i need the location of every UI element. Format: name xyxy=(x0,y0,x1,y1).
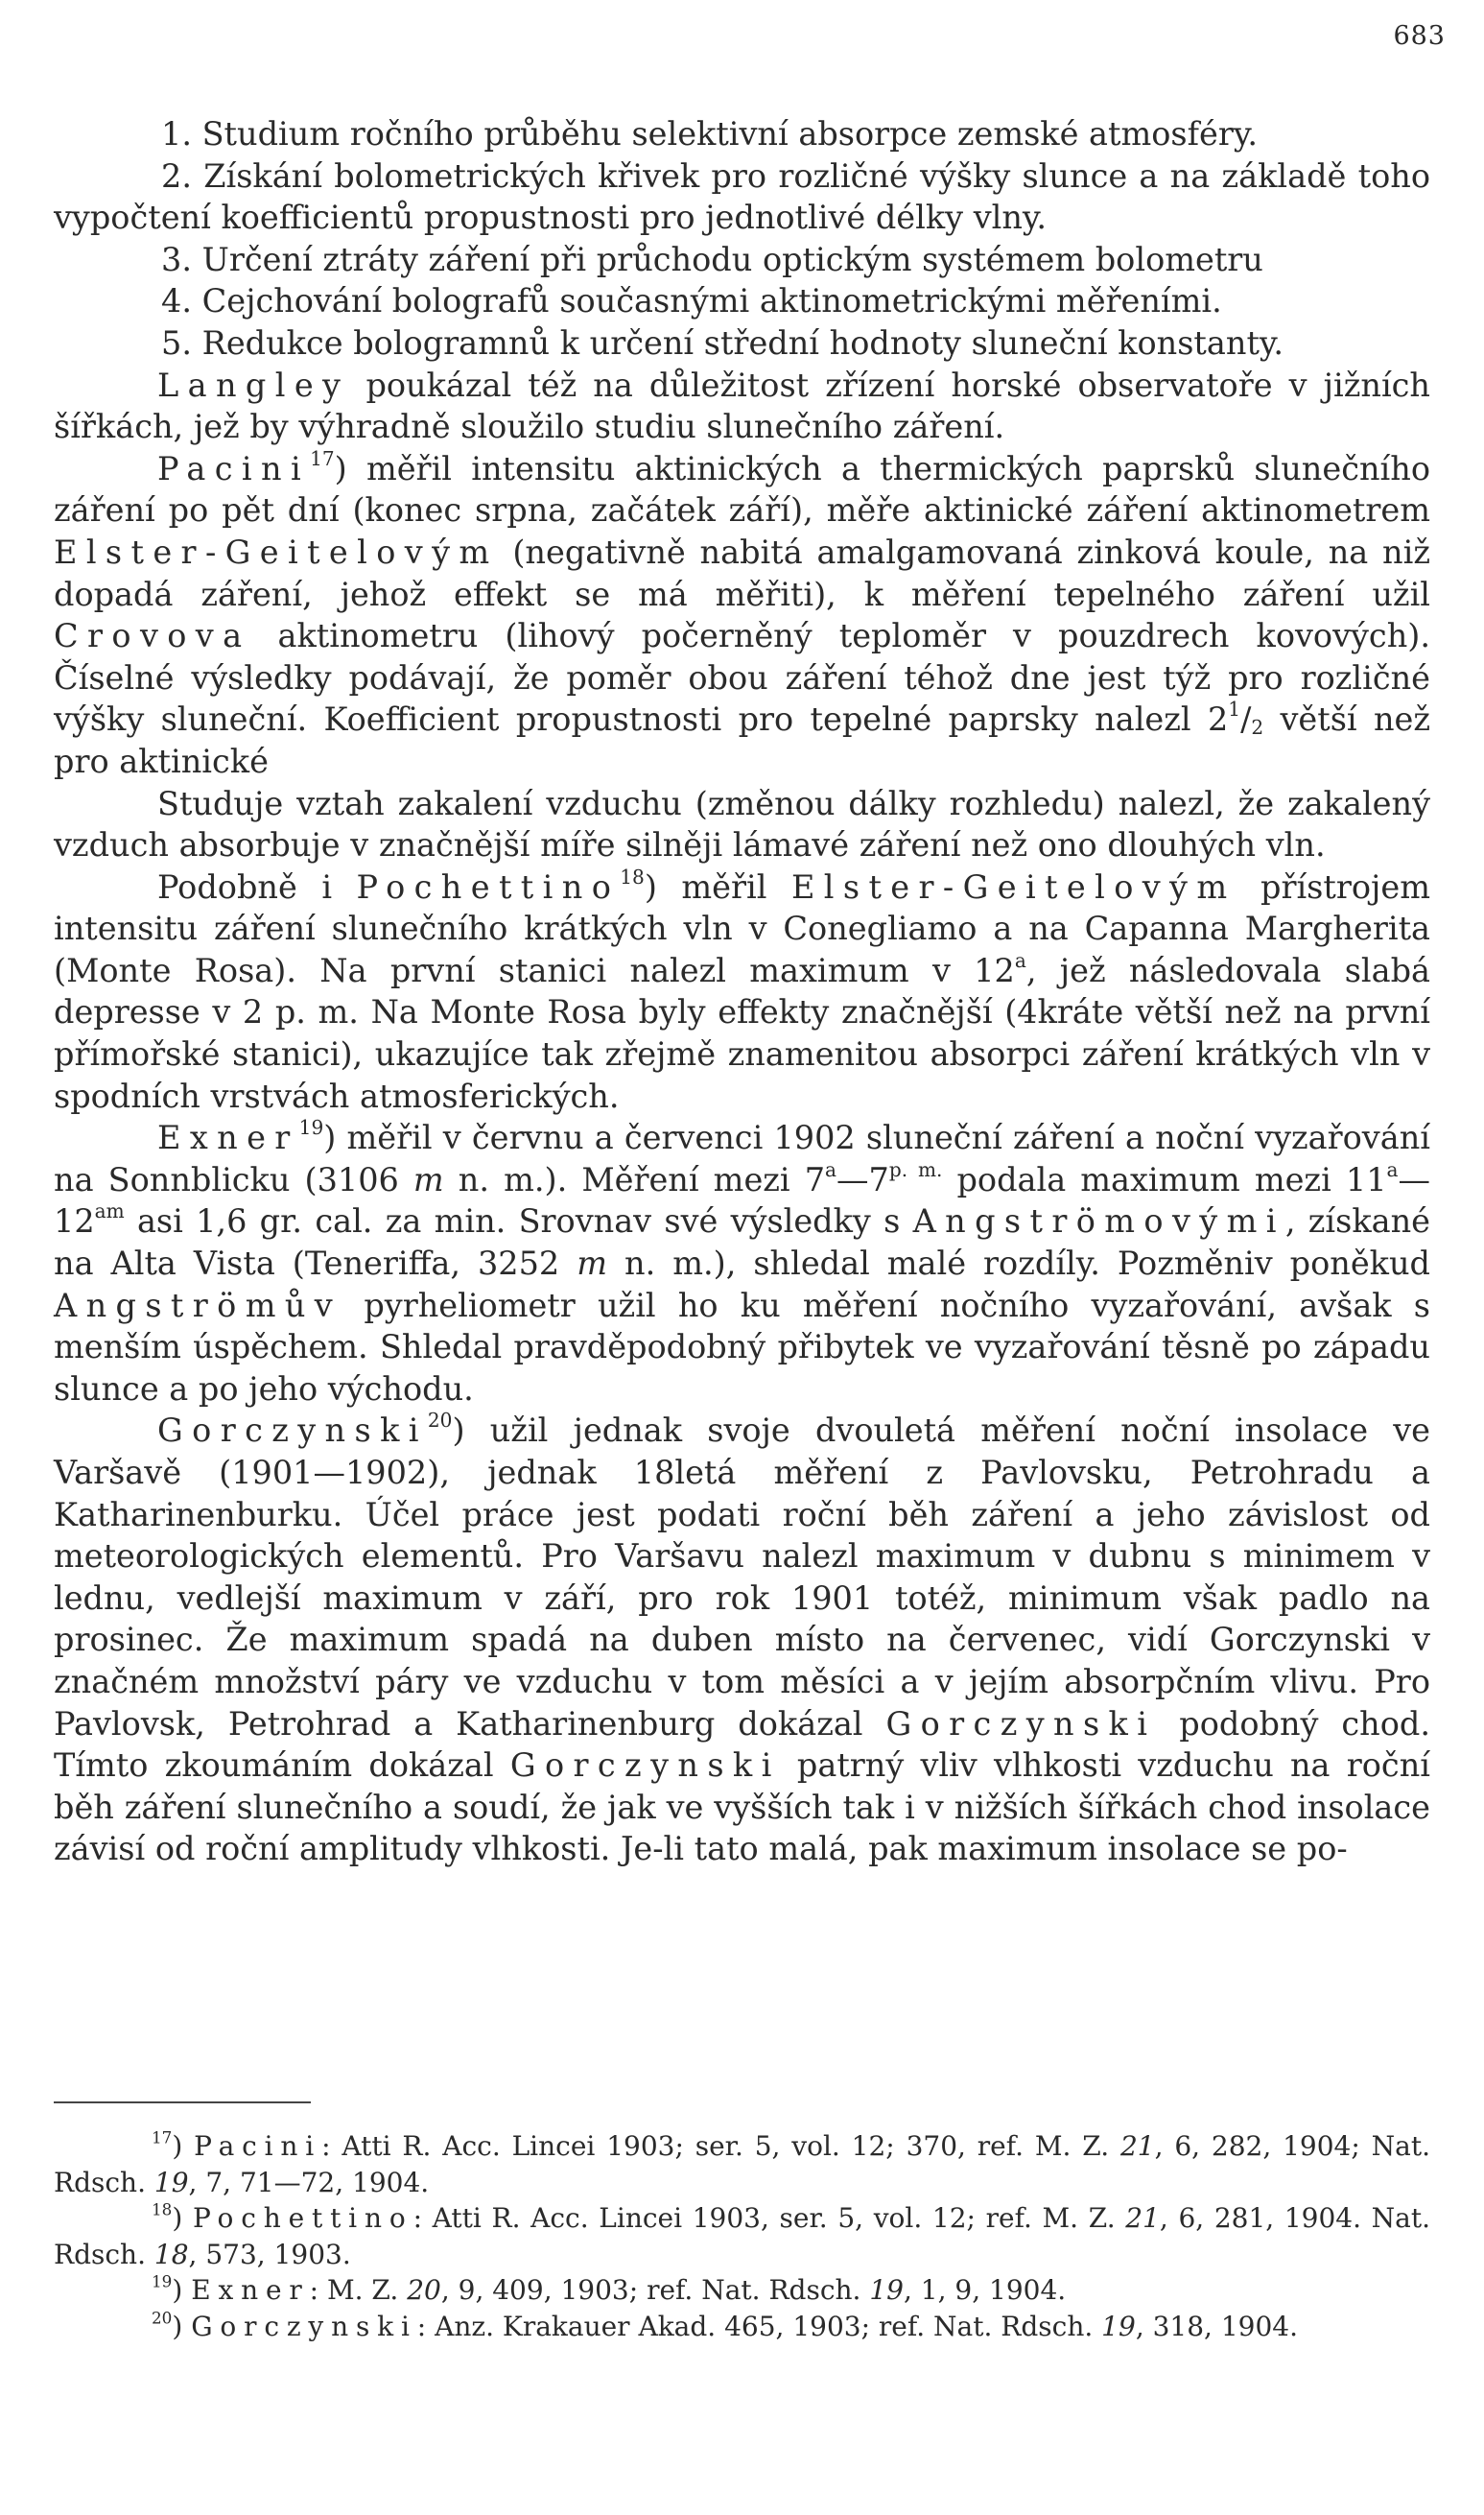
paragraph-text: —12 xyxy=(54,1160,1430,1241)
list-item: 5. Redukce bologramnů k určení střední hodnoty sluneční konstanty. xyxy=(161,323,1284,362)
volume-number: 18 xyxy=(153,2238,189,2270)
paragraph-pacini xyxy=(54,448,1430,783)
author-name: Pacini xyxy=(194,2130,322,2162)
list-item: 1. Studium ročního průběhu selektivní absorpce zemské atmosféry. xyxy=(161,115,1258,153)
volume-number: 19 xyxy=(1101,2310,1136,2342)
author-name: Exner xyxy=(157,1119,299,1157)
footnote-text: : Atti R. Acc. Lincei 1903; ser. 5, vol. 12; 370, ref. M. Z. xyxy=(321,2130,1120,2162)
footnote-text: , 6, 282, 1904; Nat. Rdsch. xyxy=(54,2130,1430,2198)
footnote-text: , 1, 9, 1904. xyxy=(903,2274,1067,2306)
paragraph-text: n. m.). Měření mezi 7 xyxy=(443,1160,826,1198)
unit-m: m xyxy=(577,1245,608,1283)
paragraph-text: podobný chod. Tímto zkoumáním dokázal xyxy=(54,1704,1430,1785)
footnote-number: 19 xyxy=(152,2271,173,2291)
footnote-text: , 7, 71—72, 1904. xyxy=(188,2166,430,2198)
author-name: Pacini xyxy=(157,449,311,487)
list-item: 4. Cejchování bolografů současnými aktinometrickými měřeními. xyxy=(161,282,1222,320)
superscript: am xyxy=(94,1199,125,1223)
paragraph-text: ) měřil xyxy=(644,867,791,906)
paragraph-gorczynski xyxy=(54,1410,1430,1870)
body-text xyxy=(54,113,1430,1870)
footnote-text: , 9, 409, 1903; ref. Nat. Rdsch. xyxy=(440,2274,870,2306)
paragraph-text: (negativně nabitá amalgamovaná zinková koule, na niž dopadá záření, jehož effekt se má měřiti), k měření tepelného záření užil xyxy=(54,533,1430,613)
author-name: Exner xyxy=(191,2274,310,2306)
paragraph-zakaleni: Studuje vztah zakalení vzduchu (změnou dálky rozhledu) nalezl, že zakalený vzduch absorbuje v značnější míře silněji lámavé záření než ono dlouhých vln. xyxy=(54,784,1430,865)
page-number: 683 xyxy=(1393,21,1446,51)
paragraph-text: aktinometru (lihový počerněný teploměr v pouzdrech kovových). Číselné výsledky podávají, že poměr obou záření téhož dne jest týž pro rozličné výšky sluneční. Koefficient propustnosti pro tepelné paprsky nalezl 2 xyxy=(54,617,1430,739)
paragraph-text: podala maximum mezi 11 xyxy=(942,1160,1387,1198)
footnote-text: , 6, 281, 1904. Nat. Rdsch. xyxy=(54,2202,1430,2270)
author-name: Gorczynski xyxy=(191,2310,417,2342)
author-name: Pochettino xyxy=(192,2202,413,2234)
paragraph-text: větší než pro aktinické xyxy=(54,700,1430,780)
author-name: Angströmovými xyxy=(912,1202,1285,1241)
volume-number: 20 xyxy=(407,2274,441,2306)
footnote-ref: 20 xyxy=(427,1409,453,1433)
footnote-text: , 318, 1904. xyxy=(1135,2310,1299,2342)
instrument-name: Elster-Geitelovým xyxy=(790,867,1237,906)
footnote-text: : Anz. Krakauer Akad. 465, 1903; ref. Nat. Rdsch. xyxy=(416,2310,1102,2342)
volume-number: 19 xyxy=(869,2274,904,2306)
fraction-denominator: 2 xyxy=(1251,716,1264,740)
paragraph-langley xyxy=(54,365,1430,448)
author-name: Gorczynski xyxy=(157,1412,428,1450)
paragraph-text: ) měřil intensitu aktinických a thermických paprsků slunečního záření po pět dní (konec srpna, začátek září), měře aktinické záření aktinometrem xyxy=(54,449,1430,530)
footnote-19: $^{19}$) Exner: M. Z. 20, 9, 409, 1903; ref. Nat. Rdsch. 19, 1, 9, 1904. xyxy=(152,2271,1067,2306)
paragraph-exner xyxy=(54,1117,1430,1410)
author-name: Angströmův xyxy=(54,1286,342,1324)
paragraph-text: přístrojem intensitu záření slunečního krátkých vln v Conegliamo a na Capanna Margherita (Monte Rosa). Na první stanici nalezl maximum v 12 xyxy=(54,867,1430,989)
paragraph-text: patrný vliv vlhkosti vzduchu na roční běh záření slunečního a soudí, že jak ve vyšších tak i v nižších šířkách chod insolace závisí od roční amplitudy vlhkosti. Je-li tato malá, pak maximum insolace se po- xyxy=(54,1746,1430,1868)
paragraph-text: , získané na Alta Vista (Teneriffa, 3252 xyxy=(54,1202,1430,1283)
instrument-name: Elster-Geitelovým xyxy=(54,533,499,571)
footnote-17: $^{17}$) Pacini: Atti R. Acc. Lincei 1903; ser. 5, vol. 12; 370, ref. M. Z. 21, 6, 282, 1904; Nat. Rdsch. 19, 7, 71—72, 1904. xyxy=(54,2127,1430,2198)
paragraph-text: ) užil jednak svoje dvouletá měření noční insolace ve Varšavě (1901—1902), jednak 18letá měření z Pavlovsku, Petrohradu a Katharinenburku. Účel práce jest podati roční běh záření a jeho závislost od meteorologických elementů. Pro Varšavu nalezl maximum v dubnu s minimem v lednu, vedlejší maximum v září, pro rok 1901 totéž, minimum však padlo na prosinec. Že maximum spadá na duben místo na červenec, vidí Gorczynski v značném množství páry ve vzduchu v tom měsíci a v jejím absorpčním vlivu. Pro Pavlovsk, Petrohrad a Katharinenburg dokázal xyxy=(54,1412,1430,1743)
footnote-ref: 19 xyxy=(298,1116,324,1140)
footnote-number: 17 xyxy=(152,2127,173,2147)
footnote-text: : M. Z. xyxy=(309,2274,408,2306)
footnote-number: 18 xyxy=(152,2199,173,2219)
fraction-numerator: 1 xyxy=(1228,698,1241,722)
footnote-20: $^{20}$) Gorczynski: Anz. Krakauer Akad. 465, 1903; ref. Nat. Rdsch. 19, 318, 1904. xyxy=(152,2307,1299,2342)
paragraph-text: n. m.), shledal malé rozdíly. Pozměniv poněkud xyxy=(607,1245,1430,1283)
paragraph-text: Podobně i xyxy=(157,867,357,906)
footnote-text: : Atti R. Acc. Lincei 1903, ser. 5, vol. 12; ref. M. Z. xyxy=(412,2202,1126,2234)
footnote-ref: 17 xyxy=(310,446,335,470)
superscript: a xyxy=(1014,948,1026,972)
author-name: Langley xyxy=(157,366,350,404)
list-item: 3. Určení ztráty záření při průchodu optickým systémem bolometru xyxy=(161,240,1263,278)
footnote-ref: 18 xyxy=(620,865,645,889)
list-item: 2. Získání bolometrických křivek pro rozličné výšky slunce a na základě toho vypočtení koefficientů propustnosti pro jednotlivé délky vlny. xyxy=(54,156,1430,237)
superscript: a xyxy=(1386,1157,1399,1181)
paragraph-text: asi 1,6 gr. cal. za min. Srovnav své výsledky s xyxy=(124,1202,913,1241)
instrument-name: Crovova xyxy=(54,617,251,655)
volume-number: 21 xyxy=(1119,2130,1155,2162)
fraction-slash: / xyxy=(1240,700,1252,739)
paragraph-text: ) měřil v červnu a červenci 1902 sluneční záření a noční vyzařování na Sonnblicku (3106 xyxy=(54,1119,1430,1198)
author-name: Gorczynski xyxy=(885,1704,1157,1743)
volume-number: 21 xyxy=(1125,2202,1160,2234)
footnote-18: $^{18}$) Pochettino: Atti R. Acc. Lincei 1903, ser. 5, vol. 12; ref. M. Z. 21, 6, 281, 1904. Nat. Rdsch. 18, 573, 1903. xyxy=(54,2199,1430,2270)
paragraph-text: pyrheliometr užil ho ku měření nočního vyzařování, avšak s menším úspěchem. Shledal pravděpodobný přibytek ve vyzařování těsně po západu slunce a po jeho východu. xyxy=(54,1286,1430,1408)
superscript: p. m. xyxy=(888,1157,943,1181)
paragraph-pochettino xyxy=(54,866,1430,1118)
paragraph-text: —7 xyxy=(836,1160,889,1198)
footnote-text: , 573, 1903. xyxy=(188,2238,351,2270)
volume-number: 19 xyxy=(153,2166,189,2198)
footnote-number: 20 xyxy=(152,2307,173,2327)
author-name: Gorczynski xyxy=(509,1746,781,1785)
author-name: Pochettino xyxy=(356,867,621,906)
paragraph-text: poukázal též na důležitost zřízení horské observatoře v jižních šířkách, jež by výhradně sloužilo studiu slunečního záření. xyxy=(54,366,1430,446)
paragraph-text: , jež následovala slabá depresse v 2 p. m. Na Monte Rosa byly effekty značnější (4kráte větší než na první přímořské stanici), ukazujíce tak zřejmě znamenitou absorpci záření krátkých vln v spodních vrstvách atmosferických. xyxy=(54,951,1430,1115)
superscript: a xyxy=(825,1157,837,1181)
footnote-divider xyxy=(54,2101,311,2103)
footnotes xyxy=(54,2128,1430,2344)
unit-m: m xyxy=(412,1160,444,1198)
